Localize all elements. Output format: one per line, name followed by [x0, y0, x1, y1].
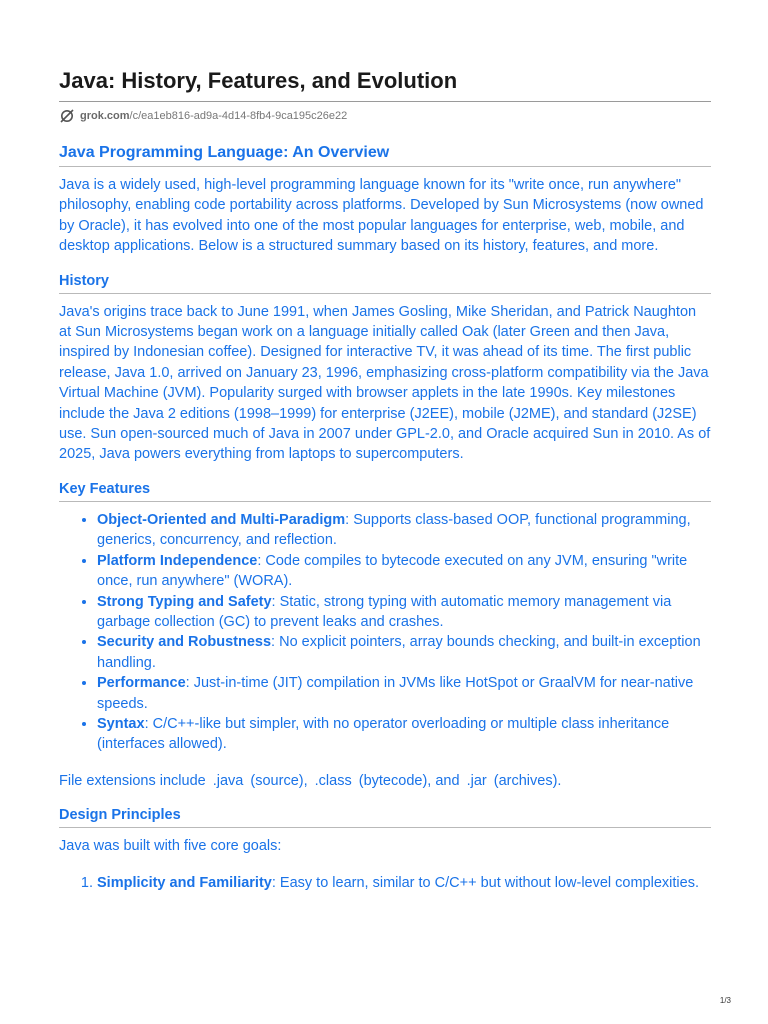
design-desc: : Easy to learn, similar to C/C++ but without low-level complexities. — [271, 874, 699, 891]
source-domain: grok.com — [80, 110, 130, 122]
design-term: Simplicity and Familiarity — [97, 874, 272, 891]
feature-desc: : Supports class-based OOP, functional programming, generics, concurrency, and reflection. — [97, 511, 691, 549]
list-item — [97, 510, 711, 551]
file-extensions-paragraph — [59, 771, 711, 791]
feature-desc: : No explicit pointers, array bounds checking, and built-in exception handling. — [97, 634, 701, 671]
ext-class-desc: (bytecode), and — [358, 772, 460, 789]
feature-term: Object-Oriented and Multi-Paradigm — [97, 511, 346, 528]
ext-prefix: File extensions include — [59, 772, 206, 789]
list-item — [97, 673, 711, 714]
design-list — [59, 873, 711, 893]
ext-jar-desc: (archives). — [493, 772, 562, 789]
design-heading: Design Principles — [59, 807, 711, 828]
list-item — [97, 873, 711, 893]
overview-heading: Java Programming Language: An Overview — [59, 144, 711, 167]
source-path: /c/ea1eb816-ad9a-4d14-8fb4-9ca195c26e22 — [129, 110, 348, 122]
feature-term: Security and Robustness — [97, 634, 272, 651]
feature-desc: : Static, strong typing with automatic memory management via garbage collection (GC) to prevent leaks and crashes. — [97, 593, 672, 630]
title-divider — [59, 101, 711, 102]
features-list — [59, 510, 711, 755]
history-paragraph: Java's origins trace back to June 1991, when James Gosling, Mike Sheridan, and Patrick Naughton at Sun Microsystems began work on a language initially called Oak (later Green and then Java, inspired by Indonesian coffee). Designed for interactive TV, it was ahead of its time. The first public release, Java 1.0, arrived on January 23, 1996, emphasizing cross-platform compatibility via the Java Virtual Machine (JVM). Popularity surged with browser applets in the late 1990s. Key milestones include the Java 2 editions (1998–1999) for enterprise (J2EE), mobile (J2ME), and standard (J2SE) use. Sun open-sourced much of Java in 2007 under GPL-2.0, and Oracle acquired Sun in 2010. As of 2025, Java powers everything from laptops to supercomputers. — [59, 303, 711, 463]
list-item — [97, 632, 711, 673]
list-item — [97, 714, 711, 755]
source-link[interactable] — [59, 108, 347, 124]
ext-java: .java — [212, 772, 244, 789]
feature-term: Platform Independence — [97, 552, 258, 569]
ext-java-desc: (source), — [250, 772, 308, 789]
features-heading: Key Features — [59, 481, 711, 502]
page-number: 1/3 — [719, 996, 731, 1005]
design-intro: Java was built with five core goals: — [59, 838, 282, 855]
feature-desc: : Just-in-time (JIT) compilation in JVMs like HotSpot or GraalVM for near-native speeds. — [97, 675, 694, 712]
feature-term: Syntax — [97, 715, 145, 732]
feature-desc: : Code compiles to bytecode executed on any JVM, ensuring "write once, run anywhere" (WORA). — [97, 552, 688, 590]
feature-term: Performance — [97, 675, 186, 692]
overview-paragraph: Java is a widely used, high-level programming language known for its "write once, run anywhere" philosophy, enabling code portability across platforms. Developed by Sun Microsystems (now owned by Oracle), it has evolved into one of the most popular languages for enterprise, web, mobile, and desktop applications. Below is a structured summary based on its history, features, and more. — [59, 177, 704, 255]
document-body — [59, 144, 711, 893]
feature-desc: : C/C++-like but simpler, with no operator overloading or multiple class inheritance (interfaces allowed). — [97, 715, 670, 753]
history-heading: History — [59, 273, 711, 294]
feature-term: Strong Typing and Safety — [97, 593, 272, 610]
list-item — [97, 592, 711, 633]
ext-class: .class — [314, 772, 352, 789]
ext-jar: .jar — [466, 772, 487, 789]
grok-logo-icon — [59, 108, 75, 124]
page-title: Java: History, Features, and Evolution — [59, 68, 458, 93]
list-item — [97, 551, 711, 592]
